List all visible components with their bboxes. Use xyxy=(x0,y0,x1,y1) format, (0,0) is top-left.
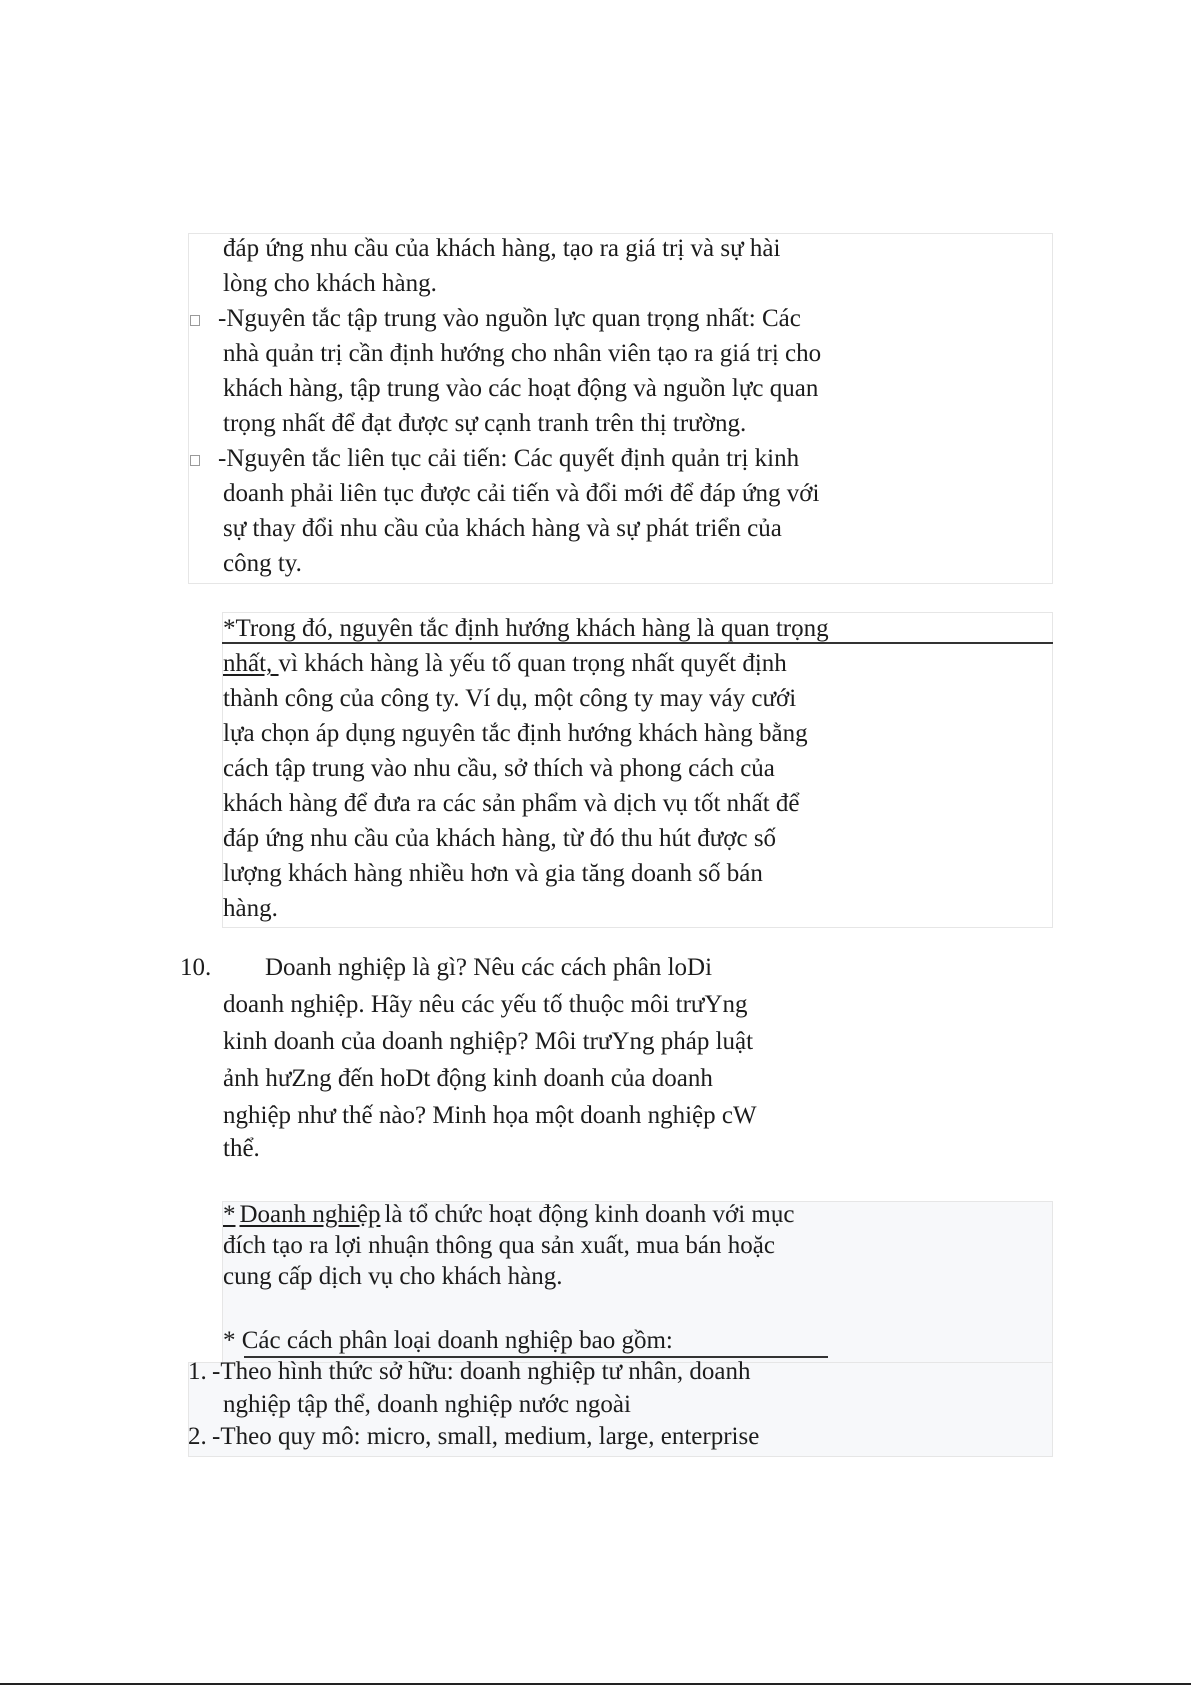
definition-term: Doanh nghiệp xyxy=(239,1201,381,1228)
definition-star: * xyxy=(223,1201,236,1228)
principle-heading: -Nguyên tắc tập trung vào nguồn lực quan trọng nhất: Các xyxy=(218,305,801,332)
paragraph-line: cung cấp dịch vụ cho khách hàng. xyxy=(223,1263,563,1290)
classification-heading xyxy=(223,1326,673,1356)
question-line: thể. xyxy=(223,1135,260,1162)
list-item-continued: nghiệp tập thể, doanh nghiệp nước ngoài xyxy=(223,1391,631,1418)
paragraph-line: nhà quản trị cần định hướng cho nhân viên tạo ra giá trị cho xyxy=(223,340,822,367)
bullet-icon xyxy=(190,315,200,326)
conclusion-lead: *Trong đó, nguyên tắc định hướng khách hàng là quan trọng xyxy=(223,615,829,642)
question-line: kinh doanh của doanh nghiệp? Môi trưYng pháp luật xyxy=(223,1028,754,1055)
list-item: -Theo quy mô: micro, small, medium, large, enterprise xyxy=(212,1423,760,1450)
paragraph-line: hàng. xyxy=(223,895,278,922)
paragraph-line: lượng khách hàng nhiều hơn và gia tăng doanh số bán xyxy=(223,860,763,887)
plain-text: vì khách hàng là yếu tố quan trọng nhất quyết định xyxy=(278,650,787,677)
definition-line xyxy=(223,1200,794,1230)
paragraph-line: doanh phải liên tục được cải tiến và đổi mới để đáp ứng với xyxy=(223,480,820,507)
principle-heading: -Nguyên tắc liên tục cải tiến: Các quyết định quản trị kinh xyxy=(218,445,800,472)
conclusion-line xyxy=(223,649,787,679)
paragraph-line: công ty. xyxy=(223,550,302,577)
paragraph-line: lòng cho khách hàng. xyxy=(223,270,437,297)
paragraph-line: lựa chọn áp dụng nguyên tắc định hướng khách hàng bằng xyxy=(223,720,808,747)
paragraph-line: cách tập trung vào nhu cầu, sở thích và phong cách của xyxy=(223,755,775,782)
underlined-text: nhất, xyxy=(223,650,279,677)
paragraph-line: đáp ứng nhu cầu của khách hàng, từ đó thu hút được số xyxy=(223,825,777,852)
classification-star: * xyxy=(223,1327,236,1354)
list-number: 1. xyxy=(188,1358,207,1385)
question-line: ảnh hưZng đến hoDt động kinh doanh của doanh xyxy=(223,1065,713,1092)
paragraph-line: trọng nhất để đạt được sự cạnh tranh trên thị trường. xyxy=(223,410,747,437)
question-number: 10. xyxy=(180,954,212,981)
question-line: Doanh nghiệp là gì? Nêu các cách phân loDi xyxy=(265,954,713,981)
paragraph-line: đích tạo ra lợi nhuận thông qua sản xuất, mua bán hoặc xyxy=(223,1232,775,1259)
bullet-icon xyxy=(190,455,200,466)
paragraph-line: khách hàng để đưa ra các sản phẩm và dịch vụ tốt nhất để xyxy=(223,790,800,817)
list-item: -Theo hình thức sở hữu: doanh nghiệp tư nhân, doanh xyxy=(212,1358,751,1385)
question-line: doanh nghiệp. Hãy nêu các yếu tố thuộc môi trưYng xyxy=(223,991,748,1018)
paragraph-line: đáp ứng nhu cầu của khách hàng, tạo ra giá trị và sự hài xyxy=(223,235,781,262)
question-line: nghiệp như thế nào? Minh họa một doanh nghiệp cW xyxy=(223,1102,757,1129)
paragraph-line: sự thay đổi nhu cầu của khách hàng và sự phát triển của xyxy=(223,515,782,542)
paragraph-line: khách hàng, tập trung vào các hoạt động và nguồn lực quan xyxy=(223,375,819,402)
classification-title: Các cách phân loại doanh nghiệp bao gồm: xyxy=(241,1327,673,1354)
list-number: 2. xyxy=(188,1423,207,1450)
paragraph-line: thành công của công ty. Ví dụ, một công ty may váy cưới xyxy=(223,685,797,712)
definition-text: là tổ chức hoạt động kinh doanh với mục xyxy=(384,1201,795,1228)
